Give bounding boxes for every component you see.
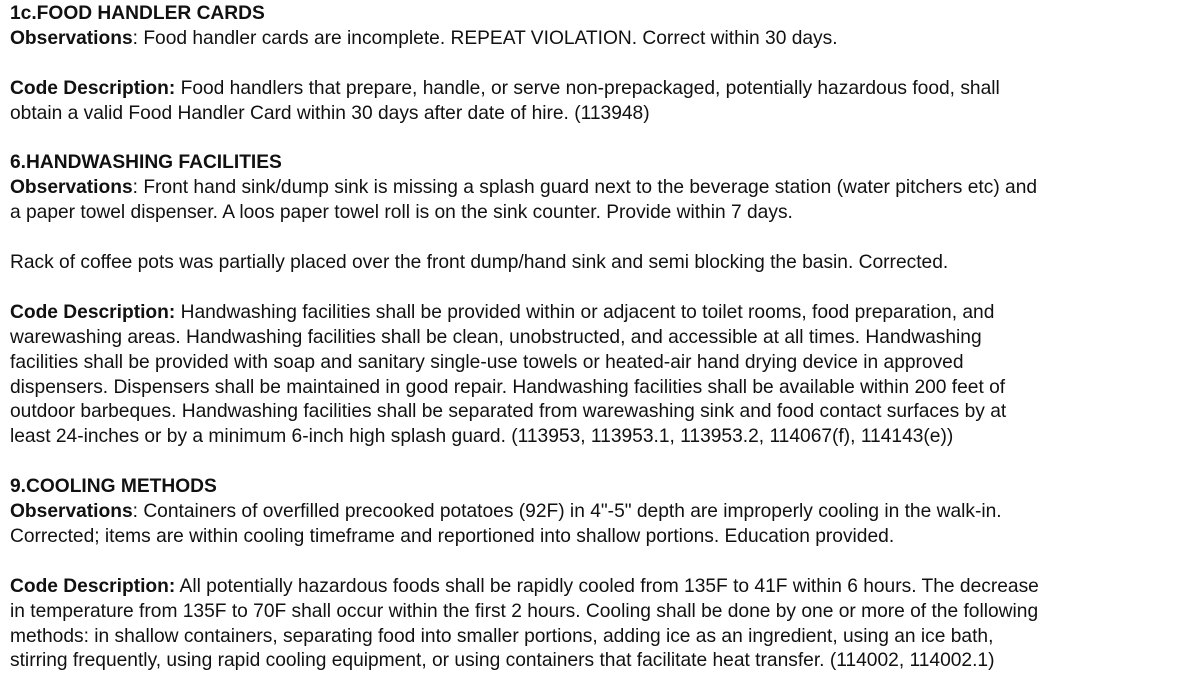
code-description-line — [10, 77, 1190, 102]
observations-line: Corrected; items are within cooling timeframe and reportioned into shallow portions. Education provided. — [10, 525, 895, 547]
observations-line: Observations: Food handler cards are incomplete. REPEAT VIOLATION. Correct within 30 days. — [10, 27, 838, 49]
extra-note: Rack of coffee pots was partially placed over the front dump/hand sink and semi blocking the basin. Corrected. — [10, 252, 949, 274]
observations-text: Front hand sink/dump sink is missing a splash guard next to the beverage station (water pitchers etc) and — [143, 177, 1038, 199]
code-description-line: warewashing areas. Handwashing facilities shall be clean, unobstructed, and accessible at all times. Handwashing — [10, 326, 982, 348]
section-food-handler-cards — [10, 2, 1190, 151]
observations-text: Containers of overfilled precooked potatoes (92F) in 4"-5" depth are improperly cooling in the walk-in. — [143, 501, 1002, 523]
code-description-line: outdoor barbeques. Handwashing facilities shall be separated from warewashing sink and food contact surfaces by at — [10, 401, 1007, 423]
code-description-line: obtain a valid Food Handler Card within 30 days after date of hire. (113948) — [10, 102, 650, 124]
code-description-label: Code Description: — [10, 301, 176, 323]
code-description-line — [10, 301, 1190, 326]
observations-line: Observations: Containers of overfilled precooked potatoes (92F) in 4"-5" depth are improperly cooling in the walk-in. — [10, 501, 1002, 523]
section-title: 1c.FOOD HANDLER CARDS — [10, 3, 265, 24]
code-description-text: All potentially hazardous foods shall be rapidly cooled from 135F to 41F within 6 hours. The decrease — [179, 575, 1039, 597]
code-description-line: facilities shall be provided with soap and sanitary single-use towels or heated-air hand drying device in approved — [10, 351, 964, 373]
code-description-line: dispensers. Dispensers shall be maintained in good repair. Handwashing facilities shall be available within 200 feet of — [10, 376, 1006, 398]
observations-label: Observations — [10, 27, 133, 49]
section-title: 6.HANDWASHING FACILITIES — [10, 152, 282, 174]
code-description-line: least 24-inches or by a minimum 6-inch high splash guard. (113953, 113953.1, 113953.2, 114067(f), 114143(e)) — [10, 426, 954, 448]
code-description-text: Handwashing facilities shall be provided within or adjacent to toilet rooms, food preparation, and — [180, 301, 995, 323]
code-description-line: stirring frequently, using rapid cooling equipment, or using containers that facilitate heat transfer. (114002, 114002.1) — [10, 650, 995, 672]
code-description-text: Food handlers that prepare, handle, or serve non-prepackaged, potentially hazardous food, shall — [180, 77, 1000, 99]
code-description-label: Code Description: — [10, 575, 176, 597]
observations-line: Observations: Front hand sink/dump sink is missing a splash guard next to the beverage station (water pitchers etc) and — [10, 177, 1038, 199]
code-description-label: Code Description: — [10, 77, 176, 99]
section-title: 9.COOLING METHODS — [10, 476, 217, 498]
section-handwashing-facilities — [10, 151, 1190, 475]
observations-label: Observations — [10, 501, 133, 523]
code-description-line: in temperature from 135F to 70F shall occur within the first 2 hours. Cooling shall be done by one or more of the following — [10, 600, 1039, 622]
code-description-line: methods: in shallow containers, separating food into smaller portions, adding ice as an ingredient, using an ice bath, — [10, 625, 994, 647]
section-cooling-methods — [10, 475, 1190, 674]
observations-text: Food handler cards are incomplete. REPEAT VIOLATION. Correct within 30 days. — [143, 27, 838, 49]
observations-line: a paper towel dispenser. A loos paper towel roll is on the sink counter. Provide within 7 days. — [10, 202, 793, 224]
code-description-line — [10, 575, 1190, 600]
observations-label: Observations — [10, 177, 133, 199]
